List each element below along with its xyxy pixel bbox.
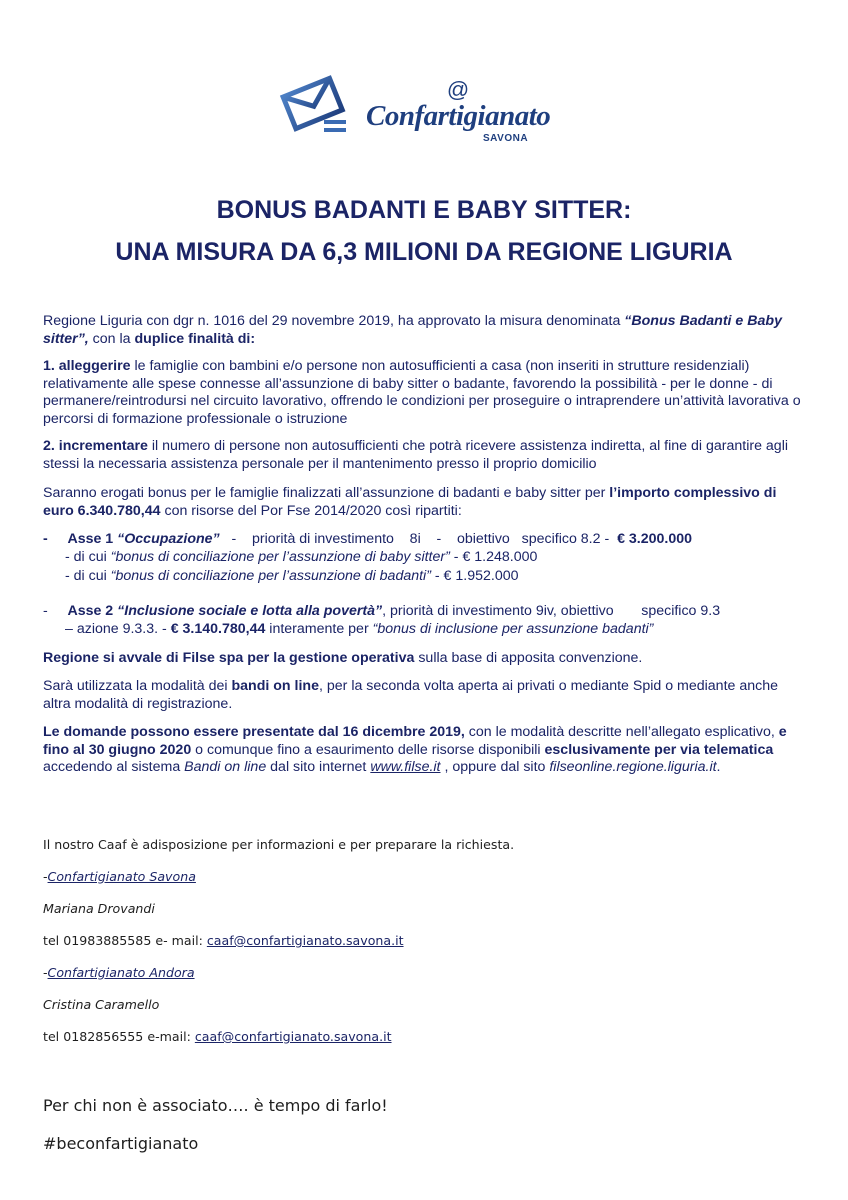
asse-2-line: - Asse 2 “Inclusione sociale e lotta alla povertà”, priorità di investimento 9iv, obiettivo specifico 9.3	[43, 603, 721, 619]
envelope-icon	[278, 70, 358, 140]
funding-paragraph: Saranno erogati bonus per le famiglie finalizzati all’assunzione di badanti e baby sitter per l’importo complessivo di euro 6.340.780,44 con risorse del Por Fse 2014/2020 così ripartiti:	[43, 485, 777, 519]
footer-hashtag: #beconfartigianato	[43, 1134, 199, 1153]
deadline-paragraph: Le domande possono essere presentate dal 16 dicembre 2019, con le modalità descritte nell’allegato esplicativo, e fino al 30 giugno 2020 o comunque fino a esaurimento delle risorse disponibili esclusivamente per via telematica accedendo al sistema Bandi on line dal sito internet www.filse.it , oppure dal sito filseonline.regione.liguria.it.	[43, 724, 787, 775]
at-icon: @	[446, 77, 470, 102]
confartigianato-logo	[278, 70, 568, 150]
email-link-2[interactable]: caaf@confartigianato.savona.it	[194, 1029, 392, 1044]
title-line-2: UNA MISURA DA 6,3 MILIONI DA REGIONE LIGURIA	[115, 238, 733, 266]
contact-1: tel 01983885585 e- mail: caaf@confartigianato.savona.it	[43, 933, 404, 948]
caaf-intro: Il nostro Caaf è adisposizione per informazioni e per preparare la richiesta.	[43, 837, 515, 852]
goal-1-paragraph: 1. alleggerire le famiglie con bambini e/o persone non autosufficienti a casa (non inseriti in strutture residenziali) relativamente alle spese connesse all’assunzione di baby sitter o badante, favorendo la possibilità - per le donne - di permanere/reintrodursi nel circuito lavorativo, offrendo le condizioni per proseguire o intraprendere un’attività lavorativa o percorsi di formazione professionale o istruzione	[43, 358, 801, 427]
person-2: Cristina Caramello	[43, 997, 160, 1012]
contact-2: tel 0182856555 e-mail: caaf@confartigianato.savona.it	[43, 1029, 392, 1044]
brand-sub: SAVONA	[483, 133, 529, 144]
asse-1-sub-1: - di cui “bonus di conciliazione per l’assunzione di baby sitter” - € 1.248.000	[65, 549, 538, 565]
filse-paragraph: Regione si avvale di Filse spa per la gestione operativa sulla base di apposita convenzione.	[43, 650, 643, 666]
goal-2-paragraph: 2. incrementare il numero di persone non autosufficienti che potrà ricevere assistenza indiretta, al fine di garantire agli stessi la necessaria assistenza personale per il mantenimento presso il proprio domicilio	[43, 438, 789, 472]
filse-link[interactable]: www.filse.it	[370, 759, 441, 775]
asse-1-sub-2: - di cui “bonus di conciliazione per l’assunzione di badanti” - € 1.952.000	[65, 568, 519, 584]
intro-paragraph: Regione Liguria con dgr n. 1016 del 29 novembre 2019, ha approvato la misura denominata “Bonus Badanti e Baby sitter”, con la duplice finalità di:	[43, 313, 782, 347]
asse-2-line-2: – azione 9.3.3. - € 3.140.780,44 interamente per “bonus di inclusione per assunzione badanti”	[65, 621, 654, 637]
footer-line-1: Per chi non è associato…. è tempo di farlo!	[43, 1096, 388, 1115]
office-savona-link[interactable]: Confartigianato Savona	[47, 869, 196, 884]
asse-1-line: - Asse 1 “Occupazione” - priorità di investimento 8i - obiettivo specifico 8.2 - € 3.200.000	[43, 531, 693, 547]
person-1: Mariana Drovandi	[43, 901, 155, 916]
brand-name: Confartigianato	[366, 100, 551, 132]
title-line-1: BONUS BADANTI E BABY SITTER:	[216, 196, 632, 224]
email-link-1[interactable]: caaf@confartigianato.savona.it	[206, 933, 404, 948]
office-savona: -Confartigianato Savona	[43, 869, 196, 884]
office-andora-link[interactable]: Confartigianato Andora	[47, 965, 195, 980]
bandi-paragraph: Sarà utilizzata la modalità dei bandi on line, per la seconda volta aperta ai privati o mediante Spid o mediante anche altra modalità di registrazione.	[43, 678, 778, 712]
office-andora: -Confartigianato Andora	[43, 965, 195, 980]
